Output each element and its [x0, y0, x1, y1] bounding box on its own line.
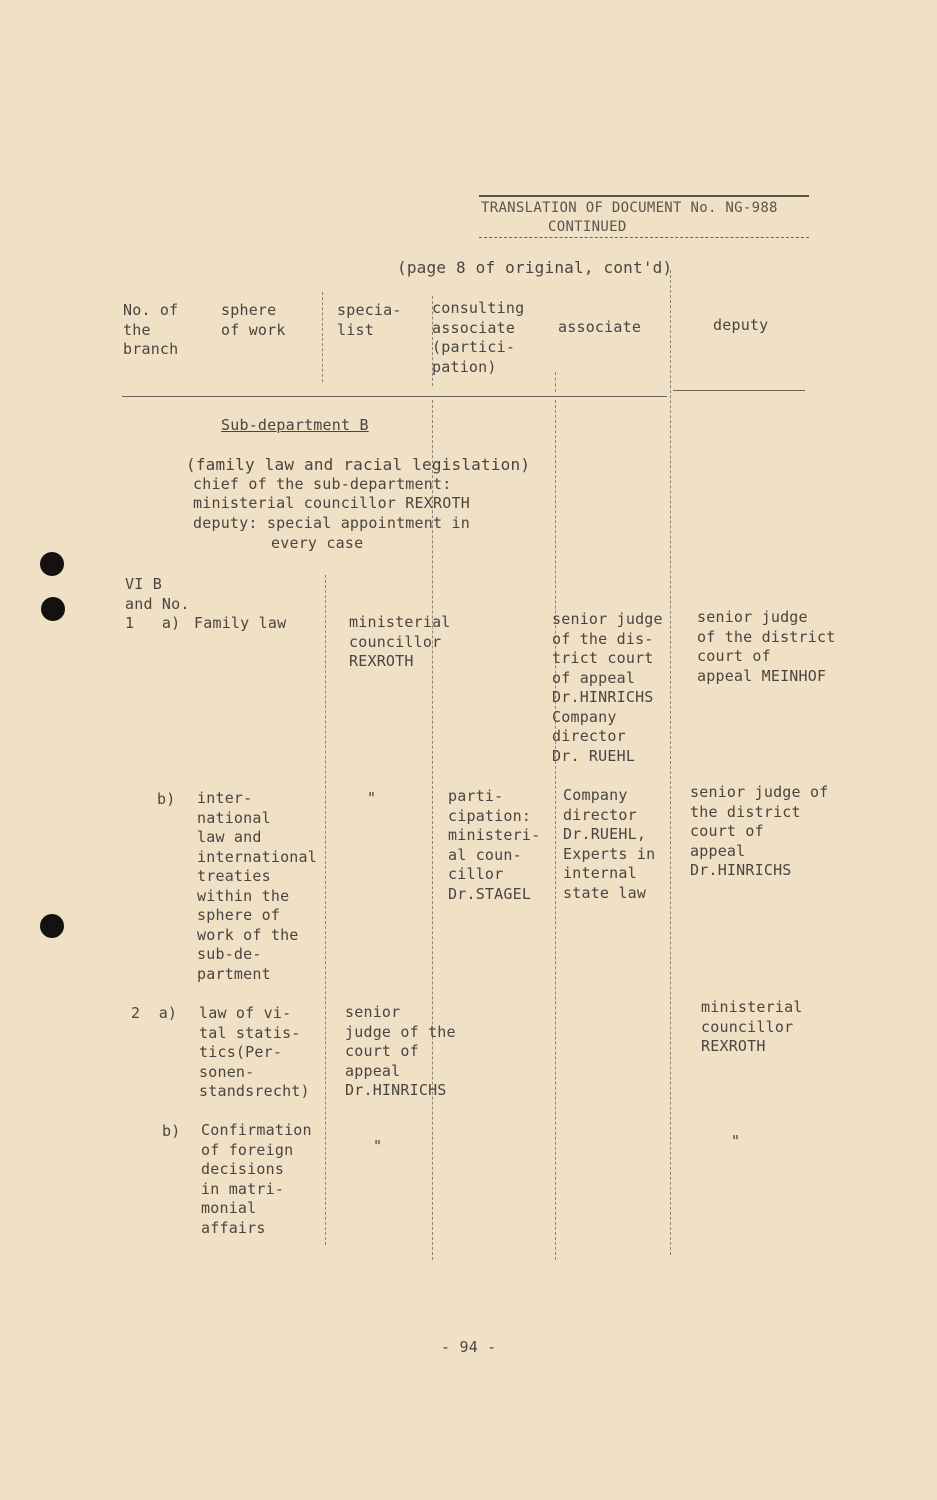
- row-number: b): [162, 1122, 181, 1140]
- column-divider: [325, 575, 326, 1245]
- row-deputy: ": [731, 1132, 741, 1150]
- row-deputy: senior judge of the district court of appeal MEINHOF: [697, 608, 836, 685]
- column-divider: [555, 372, 556, 392]
- row-specialist: ": [367, 789, 377, 807]
- punch-hole-icon: [41, 597, 65, 621]
- deputy-line: deputy: special appointment in: [193, 514, 470, 532]
- row-specialist: ": [373, 1137, 383, 1155]
- chief-label: chief of the sub-department:: [193, 475, 452, 493]
- row-deputy: senior judge of the district court of appeal Dr.HINRICHS: [690, 783, 829, 879]
- section-heading: Sub-department B: [221, 416, 369, 434]
- column-divider: [670, 270, 671, 1255]
- punch-hole-icon: [40, 914, 64, 938]
- header-separator-right: [673, 390, 805, 391]
- col-header-consulting: consulting associate (partici- pation): [432, 299, 525, 376]
- continued-label: CONTINUED: [548, 219, 627, 235]
- row-sphere: Confirmation of foreign decisions in matri- monial affairs: [201, 1121, 312, 1237]
- column-divider: [322, 292, 323, 382]
- col-header-specialist: specia- list: [337, 301, 402, 339]
- row-number: 1 a): [125, 614, 181, 632]
- column-divider: [432, 296, 433, 386]
- header-rule-top: [479, 195, 809, 197]
- row-consulting: parti- cipation: ministeri- al coun- cillor Dr.STAGEL: [448, 787, 541, 903]
- row-sphere: Family law: [194, 614, 287, 632]
- col-header-sphere: sphere of work: [221, 301, 286, 339]
- header-rule-bottom: [479, 237, 809, 238]
- header-separator: [122, 396, 667, 397]
- page-number: - 94 -: [441, 1338, 497, 1356]
- row-sphere: inter- national law and international treaties within the sphere of work of the sub-de- partment: [197, 789, 317, 983]
- row-number: b): [157, 790, 176, 808]
- col-header-branch: No. of the branch: [123, 301, 179, 358]
- row-associate: senior judge of the dis- trict court of appeal Dr.HINRICHS Company director Dr. RUEHL: [552, 610, 663, 765]
- section-subtitle: (family law and racial legislation): [186, 455, 531, 474]
- punch-hole-icon: [40, 552, 64, 576]
- chief-name: ministerial councillor REXROTH: [193, 494, 470, 512]
- section-number: VI B and No.: [125, 575, 190, 613]
- row-specialist: ministerial councillor REXROTH: [349, 613, 451, 670]
- col-header-deputy: deputy: [713, 316, 769, 334]
- row-specialist: senior judge of the court of appeal Dr.HINRICHS: [345, 1003, 456, 1099]
- row-associate: Company director Dr.RUEHL, Experts in internal state law: [563, 786, 656, 902]
- page-note: (page 8 of original, cont'd): [397, 258, 673, 277]
- row-number: 2 a): [131, 1004, 178, 1022]
- col-header-associate: associate: [558, 318, 642, 336]
- deputy-line: every case: [271, 534, 364, 552]
- row-sphere: law of vi- tal statis- tics(Per- sonen- standsrecht): [199, 1004, 310, 1100]
- row-deputy: ministerial councillor REXROTH: [701, 998, 803, 1055]
- column-divider: [555, 400, 556, 1260]
- document-title: TRANSLATION OF DOCUMENT No. NG-988: [481, 200, 778, 216]
